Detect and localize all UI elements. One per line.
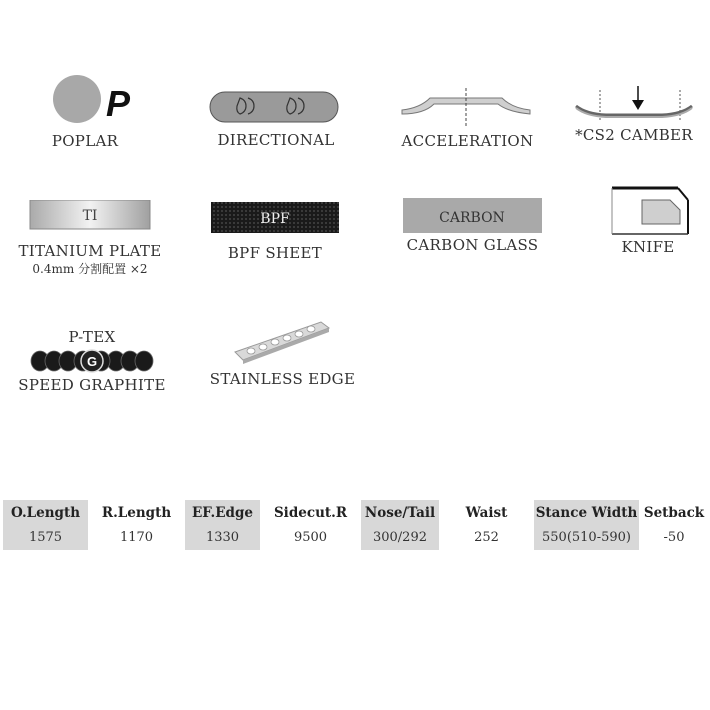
spec-value-row (3, 525, 709, 550)
spec-header: O.Length (3, 500, 88, 525)
feature-label-bpf: BPF SHEET (227, 244, 323, 262)
feature-sublabel-titanium: 0.4mm 分割配置 ×2 (32, 262, 148, 276)
stainless-edge-icon (205, 318, 360, 368)
feature-bpf (205, 202, 345, 262)
feature-label-acceleration: ACCELERATION (401, 132, 534, 150)
carbon-glass-icon (395, 198, 550, 234)
bpf-bar-text: BPF (260, 211, 290, 227)
ptex-title: P-TEX (68, 328, 116, 346)
graphite-badge-text: G (86, 354, 98, 369)
spec-header: EF.Edge (185, 500, 260, 525)
spec-header: Waist (465, 504, 508, 521)
titanium-plate-icon (15, 200, 165, 230)
feature-label-carbon: CARBON GLASS (406, 236, 539, 254)
spec-value: 9500 (293, 530, 328, 545)
spec-header: Setback (643, 504, 705, 521)
feature-camber (566, 84, 702, 144)
spec-header: Stance Width (534, 500, 639, 525)
feature-label-edge: STAINLESS EDGE (209, 370, 356, 388)
spec-value: 1170 (119, 530, 154, 545)
feature-label-ptex: SPEED GRAPHITE (18, 376, 166, 394)
feature-label-poplar: POPLAR (51, 132, 119, 150)
acceleration-profile-icon (390, 88, 545, 128)
spec-value: 550(510-590) (534, 525, 639, 550)
camber-profile-icon (566, 84, 702, 126)
spec-value: 300/292 (361, 525, 439, 550)
spec-table (3, 500, 709, 550)
feature-label-knife: KNIFE (621, 238, 675, 256)
feature-acceleration (390, 88, 545, 150)
graphite-beads-icon (12, 348, 172, 374)
titanium-bar-text: TI (82, 208, 98, 224)
bpf-sheet-icon (205, 202, 345, 234)
spec-value: 252 (474, 530, 499, 545)
feature-edge (205, 318, 360, 388)
feature-knife (598, 186, 698, 256)
feature-directional (200, 88, 352, 149)
feature-poplar (30, 72, 140, 150)
spec-value: 1330 (185, 525, 260, 550)
poplar-icon (30, 72, 140, 128)
spec-header-row (3, 500, 709, 525)
spec-value: 1575 (3, 525, 88, 550)
spec-header: Nose/Tail (361, 500, 439, 525)
directional-board-icon (200, 88, 352, 126)
feature-ptex (12, 328, 172, 394)
spec-header: Sidecut.R (273, 504, 348, 521)
feature-label-camber: *CS2 CAMBER (575, 126, 693, 144)
feature-label-titanium: TITANIUM PLATE (18, 242, 162, 260)
feature-titanium (15, 200, 165, 277)
knife-edge-icon (598, 186, 698, 236)
feature-label-directional: DIRECTIONAL (217, 131, 335, 149)
spec-value: -50 (663, 530, 685, 545)
carbon-bar-text: CARBON (439, 210, 505, 226)
feature-carbon (395, 198, 550, 254)
poplar-letter: P (106, 83, 131, 124)
spec-header: R.Length (101, 504, 172, 521)
